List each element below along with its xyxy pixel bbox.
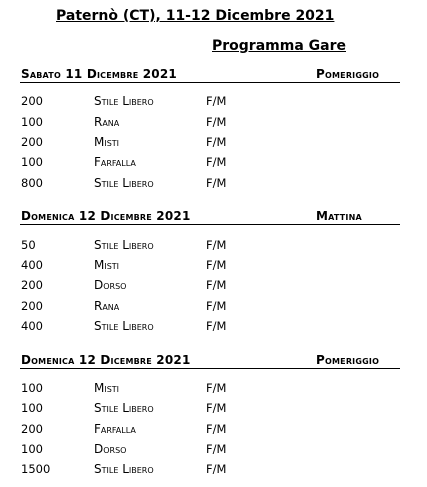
section-day: Domenica 12 Dicembre 2021 [21,353,191,367]
race-category: F/M [206,462,227,476]
race-distance: 200 [21,278,43,292]
race-row [20,422,410,438]
race-distance: 100 [21,401,43,415]
page-title: Paternò (CT), 11-12 Dicembre 2021 [56,8,335,24]
race-style: Misti [94,381,120,395]
race-style: Misti [94,135,120,149]
race-row [20,442,410,458]
race-category: F/M [206,176,227,190]
race-category: F/M [206,278,227,292]
race-style: Stile Libero [94,94,154,108]
race-row [20,135,410,151]
race-distance: 200 [21,422,43,436]
race-row [20,278,410,294]
section-header [20,66,400,83]
race-distance: 200 [21,94,43,108]
race-distance: 800 [21,176,43,190]
page-subtitle: Programma Gare [212,38,346,54]
race-category: F/M [206,381,227,395]
race-style: Farfalla [94,155,136,169]
race-row [20,299,410,315]
race-category: F/M [206,258,227,272]
race-style: Stile Libero [94,238,154,252]
race-category: F/M [206,155,227,169]
race-style: Rana [94,299,120,313]
race-category: F/M [206,238,227,252]
race-category: F/M [206,442,227,456]
race-row [20,155,410,171]
race-style: Farfalla [94,422,136,436]
section-day: Sabato 11 Dicembre 2021 [21,67,177,81]
race-row [20,115,410,131]
race-style: Rana [94,115,120,129]
race-style: Stile Libero [94,176,154,190]
race-style: Misti [94,258,120,272]
race-distance: 50 [21,238,36,252]
race-row [20,238,410,254]
section-header [20,208,400,225]
race-distance: 100 [21,155,43,169]
race-row [20,94,410,110]
race-category: F/M [206,422,227,436]
race-style: Stile Libero [94,401,154,415]
race-style: Stile Libero [94,462,154,476]
race-category: F/M [206,319,227,333]
race-row [20,381,410,397]
section-slot: Pomeriggio [316,67,380,81]
race-row [20,176,410,192]
section-day: Domenica 12 Dicembre 2021 [21,209,191,223]
race-category: F/M [206,94,227,108]
race-distance: 100 [21,381,43,395]
race-distance: 400 [21,258,43,272]
race-distance: 100 [21,442,43,456]
race-distance: 100 [21,115,43,129]
section-slot: Mattina [316,209,362,223]
race-distance: 400 [21,319,43,333]
race-style: Dorso [94,278,127,292]
race-distance: 1500 [21,462,51,476]
race-row [20,401,410,417]
race-style: Dorso [94,442,127,456]
race-row [20,258,410,274]
race-category: F/M [206,401,227,415]
section-header [20,352,400,369]
race-row [20,319,410,335]
race-style: Stile Libero [94,319,154,333]
race-distance: 200 [21,135,43,149]
race-category: F/M [206,115,227,129]
race-row [20,462,410,478]
section-slot: Pomeriggio [316,353,380,367]
race-category: F/M [206,135,227,149]
race-category: F/M [206,299,227,313]
race-distance: 200 [21,299,43,313]
